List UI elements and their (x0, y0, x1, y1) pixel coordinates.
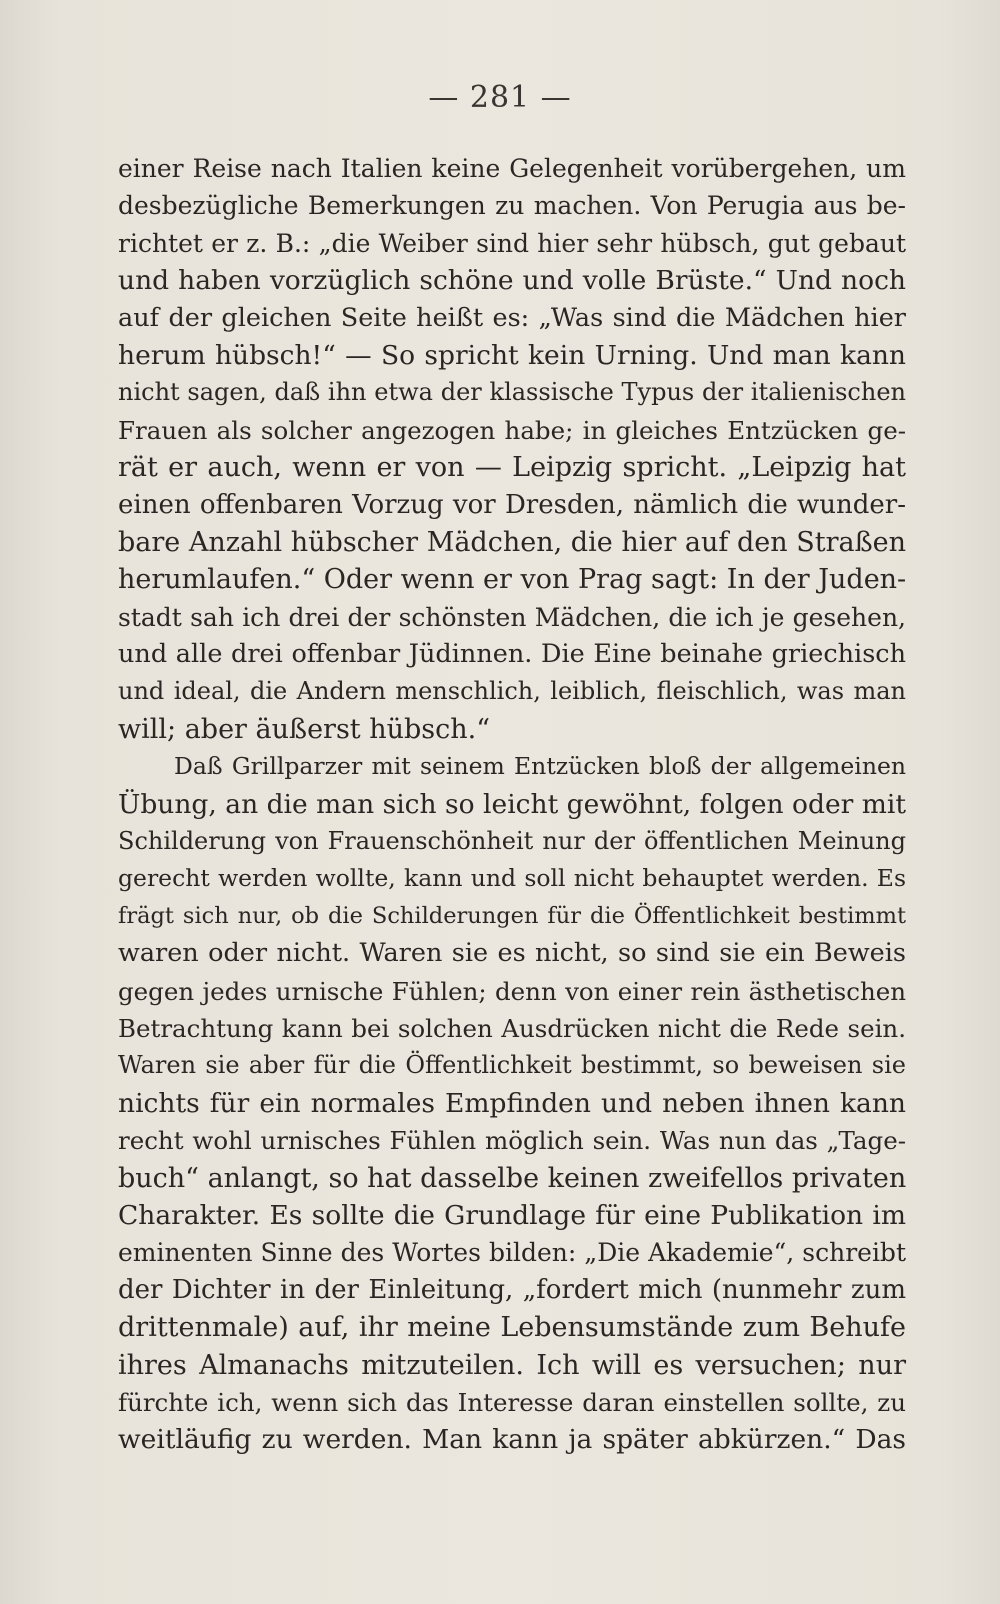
text-line: Betrachtung kann bei solchen Ausdrücken nicht die Rede sein. (118, 1013, 906, 1043)
text-line: fürchte ich, wenn sich das Interesse daran einstellen sollte, zu (118, 1387, 906, 1417)
text-line: und ideal, die Andern menschlich, leiblich, fleischlich, was man (118, 677, 906, 706)
text-line: desbezügliche Bemerkungen zu machen. Von Perugia aus be- (118, 191, 906, 221)
text-line: eminenten Sinne des Wortes bilden: „Die Akademie“, schreibt (118, 1238, 906, 1268)
text-line: gegen jedes urnische Fühlen; denn von einer rein ästhetischen (118, 976, 906, 1006)
text-line: waren oder nicht. Waren sie es nicht, so sind sie ein Beweis (118, 938, 906, 969)
text-line: einer Reise nach Italien keine Gelegenheit vorübergehen, um (118, 154, 906, 183)
text-line: frägt sich nur, ob die Schilderungen für die Öffentlichkeit bestimmt (118, 902, 906, 929)
text-line: buch“ anlangt, so hat dasselbe keinen zweifellos privaten (118, 1162, 907, 1194)
text-line: Übung, an die man sich so leicht gewöhnt, folgen oder mit (118, 788, 906, 820)
text-line: einen offenbaren Vorzug vor Dresden, nämlich die wunder- (118, 489, 906, 520)
paragraph-end-line: will; aber äußerst hübsch.“ (118, 713, 491, 745)
paragraph-first-line: Daß Grillparzer mit seinem Entzücken bloß der allgemeinen (174, 752, 906, 781)
text-line: Waren sie aber für die Öffentlichkeit bestimmt, so beweisen sie (118, 1051, 906, 1080)
text-line: herum hübsch!“ — So spricht kein Urning. Und man kann (118, 339, 906, 371)
text-line: auf der gleichen Seite heißt es: „Was sind die Mädchen hier (118, 302, 906, 333)
text-line: bare Anzahl hübscher Mädchen, die hier auf den Straßen (118, 526, 906, 558)
text-line: nicht sagen, daß ihn etwa der klassische Typus der italienischen (118, 378, 906, 407)
text-line: der Dichter in der Einleitung, „fordert mich (nunmehr zum (118, 1274, 906, 1305)
text-line: herumlaufen.“ Oder wenn er von Prag sagt: In der Juden- (118, 564, 907, 596)
text-line: Charakter. Es sollte die Grundlage für eine Publikation im (118, 1199, 906, 1231)
text-line: weitläufig zu werden. Man kann ja später abkürzen.“ Das (118, 1424, 906, 1456)
text-line: nichts für ein normales Empfinden und neben ihnen kann (118, 1087, 906, 1119)
text-line: recht wohl urnisches Fühlen möglich sein. Was nun das „Tage- (118, 1126, 906, 1156)
text-line: gerecht werden wollte, kann und soll nicht behauptet werden. Es (118, 864, 906, 893)
text-line: ihres Almanachs mitzuteilen. Ich will es versuchen; nur (118, 1349, 906, 1381)
text-line: rät er auch, wenn er von — Leipzig spricht. „Leipzig hat (118, 452, 906, 484)
body-text (118, 150, 906, 1459)
text-line: Schilderung von Frauenschönheit nur der öffentlichen Meinung (118, 827, 906, 856)
text-line: stadt sah ich drei der schönsten Mädchen, die ich je gesehen, (118, 602, 906, 632)
page-number: — 281 — (428, 80, 572, 115)
text-line: und haben vorzüglich schöne und volle Brüste.“ Und noch (118, 265, 906, 297)
text-line: richtet er z. B.: „die Weiber sind hier sehr hübsch, gut gebaut (118, 228, 906, 258)
text-line: drittenmale) auf, ihr meine Lebensumstände zum Behufe (118, 1312, 906, 1344)
text-line: Frauen als solcher angezogen habe; in gleiches Entzücken ge- (118, 415, 906, 445)
text-line: und alle drei offenbar Jüdinnen. Die Eine beinahe griechisch (118, 639, 906, 670)
